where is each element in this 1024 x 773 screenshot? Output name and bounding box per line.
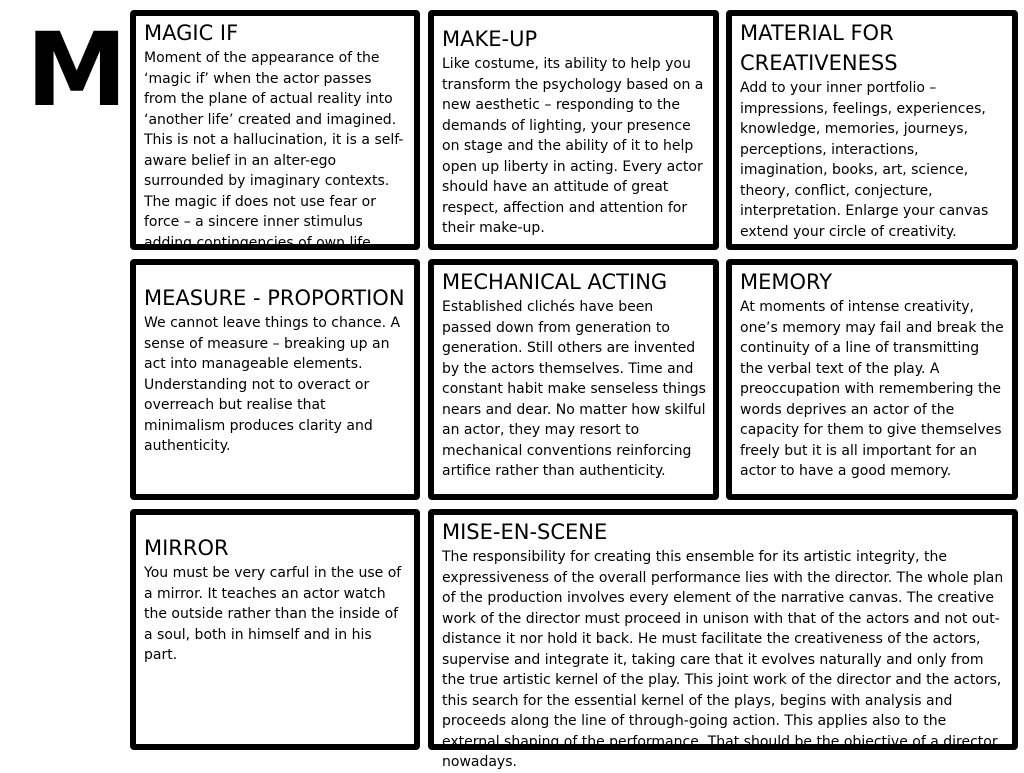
card-title: MEMORY [740,270,833,294]
card-title: MATERIAL FOR CREATIVENESS [740,21,898,75]
card-body: At moments of intense creativity, one’s memory may fail and break the continuity of a line of transmitting the verbal text of the play. A preoccupation with remembering the words deprives an actor of the capacity for them to give themselves freely but it is all important for an actor to have a good memory. [740,299,1004,479]
card-title: MAGIC IF [144,21,239,45]
card-title: MIRROR [144,536,229,560]
card-make-up [428,10,719,250]
section-letter: M [26,11,126,130]
card-body: Like costume, its ability to help you transform the psychology based on a new aesthetic – responding to the demands of lighting, your presence on stage and the ability of it to help open up liberty in acting. Every actor should have an attitude of great respect, affection and attention for their make-up. [442,56,704,236]
card-body: Moment of the appearance of the ‘magic if’ when the actor passes from the plane of actual reality into ‘another life’ created and imagined. This is not a hallucination, it is a self-aware belief in an alter-ego surrounded by imaginary contexts. The magic if does not use fear or force – a sincere inner stimulus adding contingencies of own life. [144,50,404,251]
card-body: Established clichés have been passed down from generation to generation. Still others are invented by the actors themselves. Time and constant habit make senseless things nears and dear. No matter how skilful an actor, they may resort to mechanical conventions reinforcing artifice rather than authenticity. [442,299,706,479]
card-body: The responsibility for creating this ensemble for its artistic integrity, the expressiveness of the overall performance lies with the director. The whole plan of the production involves every element of the narrative canvas. The creative work of the director must proceed in unison with that of the actors and not out-distance it nor hold it back. He must facilitate the creativeness of the actors, supervise and integrate it, taking care that it evolves naturally and only from the true artistic kernel of the play. This joint work of the director and the actors, this search for the essential kernel of the plays, begins with analysis and proceeds along the line of through-going action. This applies also to the external shaping of the performance. That should be the objective of a director nowadays. [442,549,1004,770]
card-body: Add to your inner portfolio – impressions, feelings, experiences, knowledge, memories, journeys, perceptions, interactions, imagination, books, art, science, theory, conflict, conjecture, interpretation. Enlarge your canvas extend your circle of creativity. [740,80,989,240]
card-body: You must be very carful in the use of a mirror. It teaches an actor watch the outside rather than the inside of a soul, both in himself and in his part. [144,565,402,663]
card-mechanical-acting [428,259,719,500]
card-measure-proportion [130,259,420,500]
card-magic-if [130,10,420,250]
card-title: MISE-EN-SCENE [442,520,608,544]
card-title: MECHANICAL ACTING [442,270,668,294]
card-memory [726,259,1018,500]
card-body: We cannot leave things to chance. A sense of measure – breaking up an act into manageable elements. Understanding not to overact or overreach but realise that minimalism produces clarity and authenticity. [144,315,401,454]
card-title: MAKE-UP [442,27,538,51]
card-mise-en-scene [428,509,1018,770]
card-mirror [130,509,420,750]
card-title: MEASURE - PROPORTION [144,286,405,310]
card-material-for-creativeness [726,10,1018,250]
